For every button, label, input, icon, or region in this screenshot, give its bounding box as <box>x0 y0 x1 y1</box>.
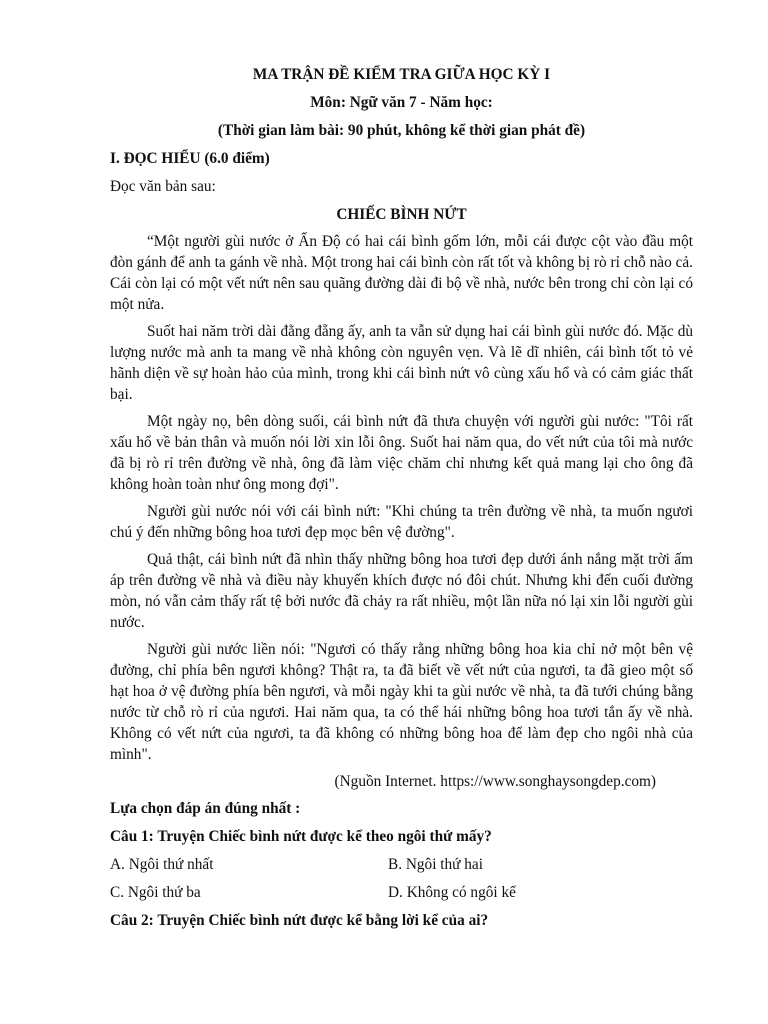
subject-line: Môn: Ngữ văn 7 - Năm học: <box>310 94 493 111</box>
question-1: Câu 1: Truyện Chiếc bình nứt được kể theo ngôi thứ mấy? <box>110 828 492 845</box>
story-title: CHIẾC BÌNH NỨT <box>336 206 467 223</box>
story-paragraph: Quả thật, cái bình nứt đã nhìn thấy những bông hoa tươi đẹp dưới ánh nắng mặt trời ấm áp trên đường về nhà và điều này khuyến khích được nó đôi chút. Nhưng khi đến cuối đường mòn, nó vẫn cảm thấy rất tệ bởi nước đã chảy ra rất nhiều, một lần nữa nó lại xin lỗi người gùi nước. <box>110 551 693 631</box>
option-a: A. Ngôi thứ nhất <box>110 856 214 873</box>
instruction: Lựa chọn đáp án đúng nhất : <box>110 800 301 817</box>
story-paragraph: Một ngày nọ, bên dòng suối, cái bình nứt đã thưa chuyện với người gùi nước: "Tôi rất xấu hổ về bản thân và muốn nói lời xin lỗi ông. Suốt hai năm qua, do vết nứt của tôi mà nước đã bị rò rỉ trên đường về nhà, ông đã làm việc chăm chỉ nhưng kết quả mang lại cho ông đã không hoàn toàn như ông mong đợi". <box>110 413 693 493</box>
document-title: MA TRẬN ĐỀ KIỂM TRA GIỮA HỌC KỲ I <box>252 66 551 83</box>
source-citation: (Nguồn Internet. https://www.songhaysongdep.com) <box>334 773 656 790</box>
reading-intro: Đọc văn bản sau: <box>110 178 216 195</box>
question-2: Câu 2: Truyện Chiếc bình nứt được kể bằng lời kể của ai? <box>110 912 489 929</box>
story-paragraph: Người gùi nước liền nói: "Ngươi có thấy rằng những bông hoa kia chỉ nở một bên vệ đường, chỉ phía bên ngươi không? Thật ra, ta đã biết về vết nứt của ngươi, ta đã gieo một số hạt hoa ở vệ đường phía bên ngươi, và mỗi ngày khi ta gùi nước về nhà, ta đã tưới chúng bằng nước từ chỗ rò rỉ của ngươi. Hai năm qua, ta có thể hái những bông hoa tươi tắn ấy về nhà. Không có vết nứt của ngươi, ta đã không có những bông hoa để làm đẹp cho ngôi nhà của mình". <box>110 641 693 763</box>
time-note: (Thời gian làm bài: 90 phút, không kể thời gian phát đề) <box>217 122 586 139</box>
option-b: B. Ngôi thứ hai <box>388 856 483 873</box>
option-c: C. Ngôi thứ ba <box>110 884 201 901</box>
story-paragraph: Người gùi nước nói với cái bình nứt: "Khi chúng ta trên đường về nhà, ta muốn ngươi chú ý đến những bông hoa tươi đẹp mọc bên vệ đường". <box>110 503 693 541</box>
question-1-options <box>110 854 693 903</box>
story-paragraph: Suốt hai năm trời dài đằng đẵng ấy, anh ta vẫn sử dụng hai cái bình gùi nước đó. Mặc dù lượng nước mà anh ta mang về nhà không còn nguyên vẹn. Và lẽ dĩ nhiên, cái bình tốt tỏ vẻ hãnh diện về sự hoàn hảo của mình, trong khi cái bình nứt vô cùng xấu hổ và có cảm giác thất bại. <box>110 323 693 403</box>
option-d: D. Không có ngôi kể <box>388 884 516 901</box>
document-page <box>110 64 693 938</box>
story-paragraph: “Một người gùi nước ở Ấn Độ có hai cái bình gốm lớn, mỗi cái được cột vào đầu một đòn gánh để anh ta gánh về nhà. Một trong hai cái bình còn rất tốt và không bị rò rỉ chỗ nào cả. Cái còn lại có một vết nứt nên sau quãng đường dài đi bộ về nhà, nước bên trong chỉ còn lại có một nửa. <box>110 233 693 313</box>
section-heading: I. ĐỌC HIỂU (6.0 điểm) <box>110 150 270 167</box>
